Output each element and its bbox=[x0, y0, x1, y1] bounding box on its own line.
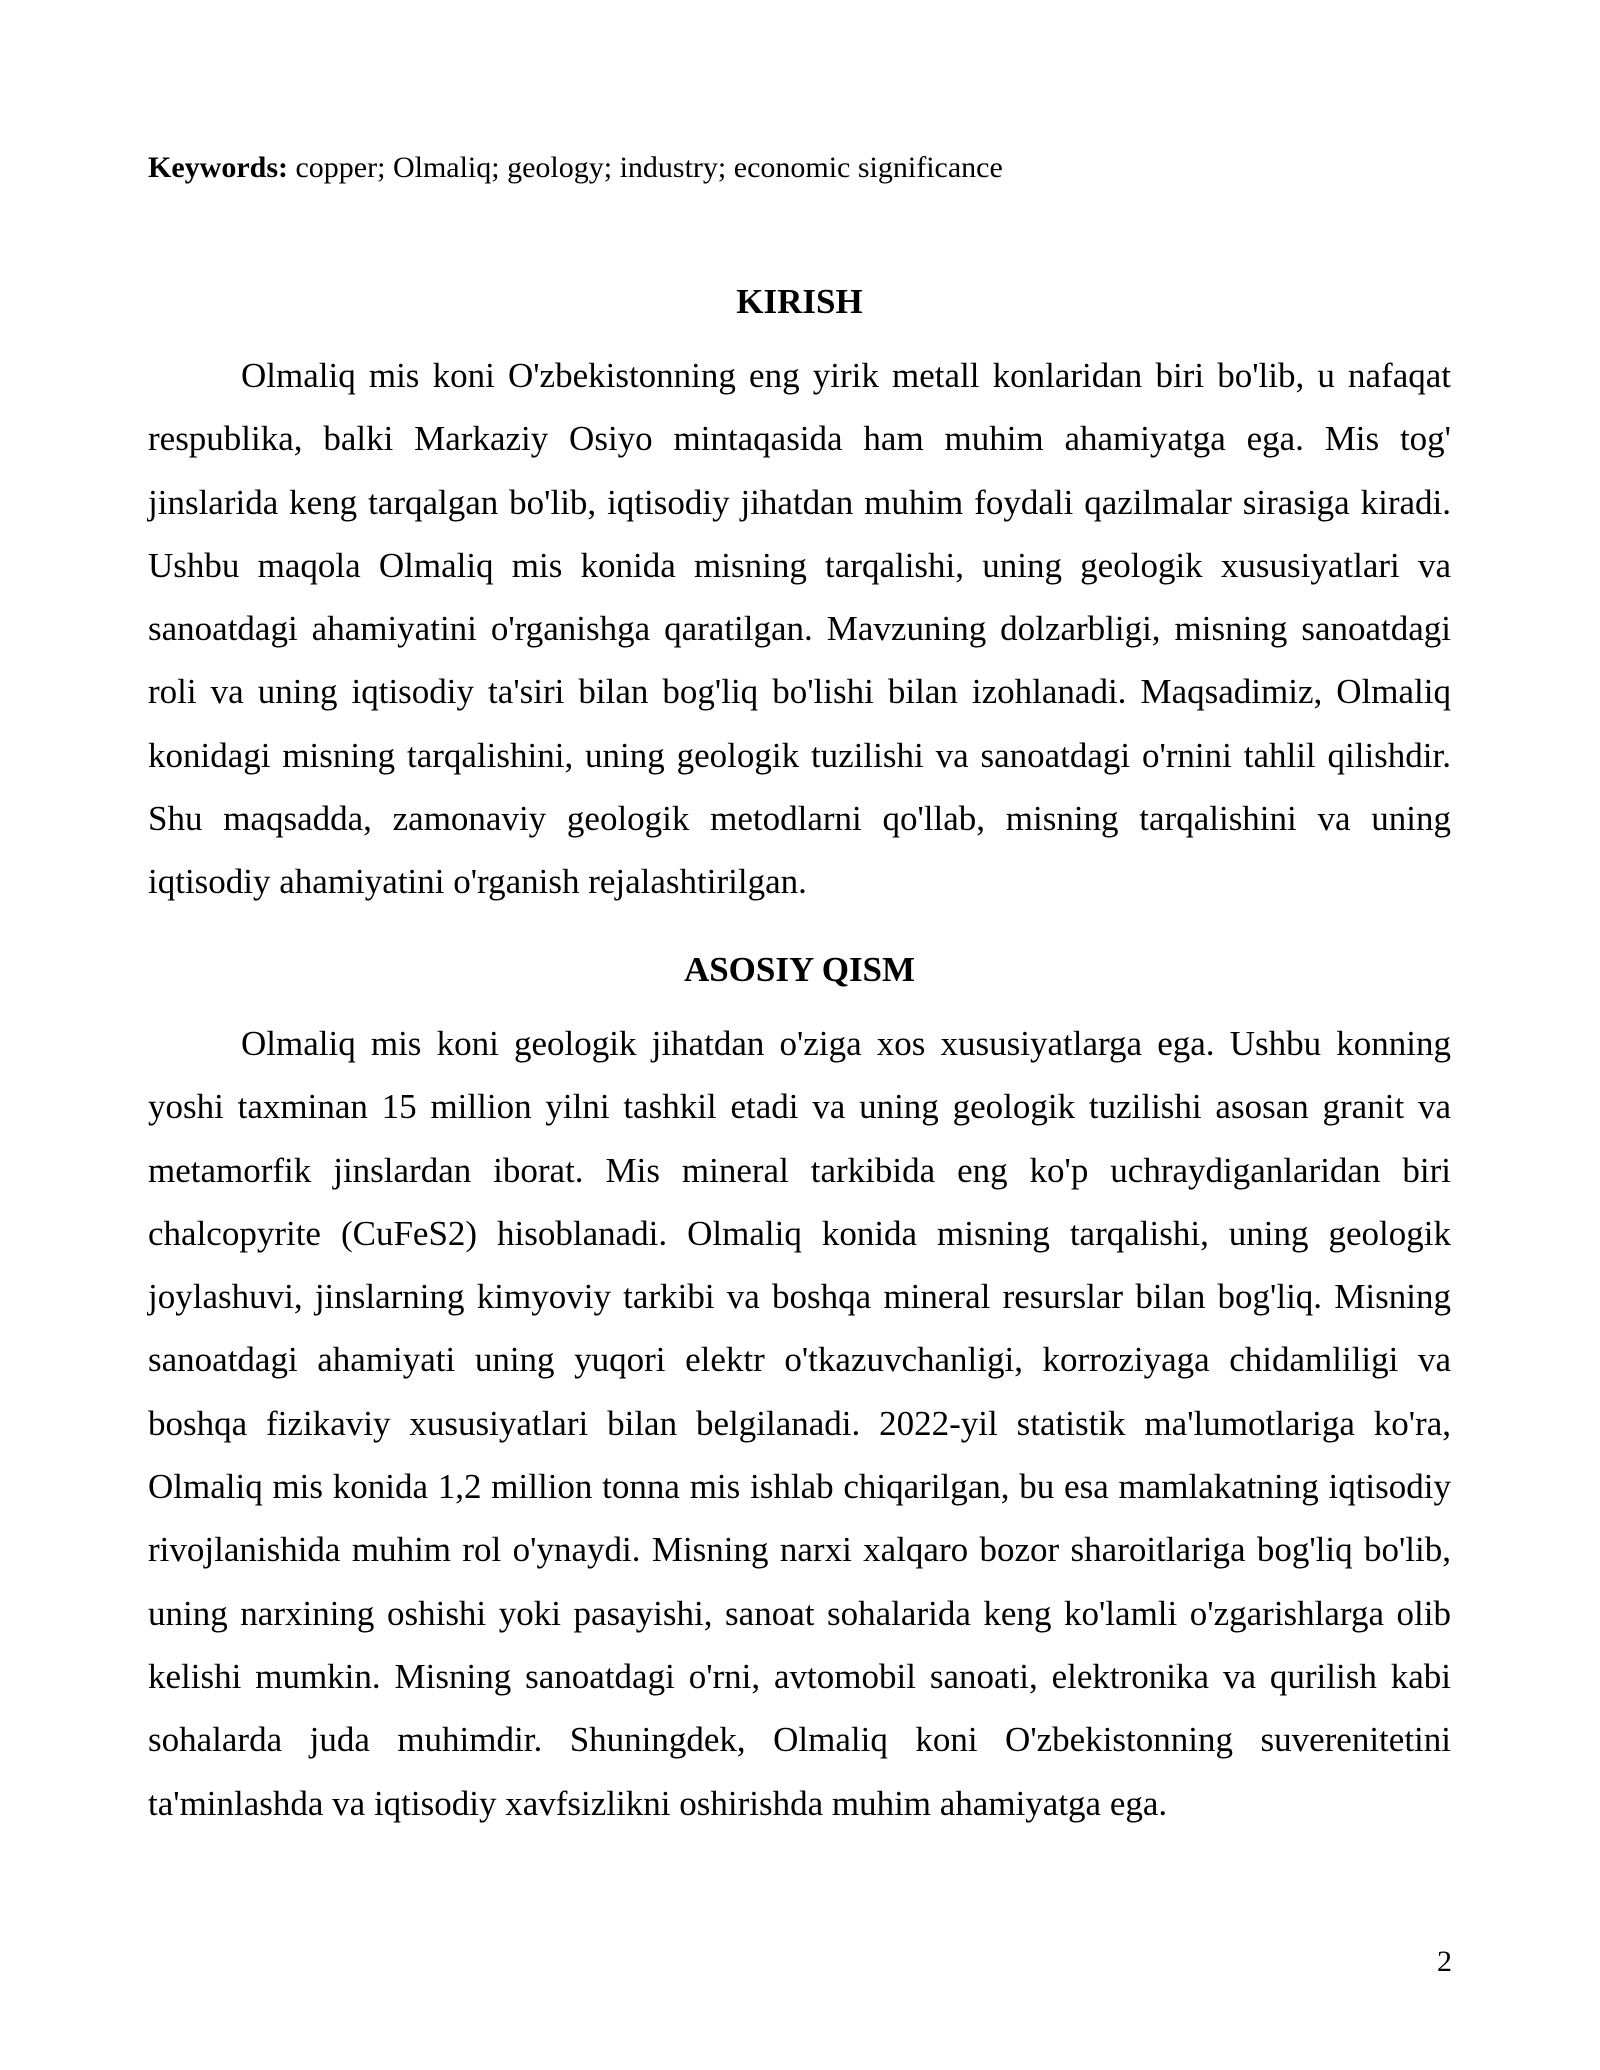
keywords-label: Keywords: bbox=[148, 151, 288, 184]
keywords-text: copper; Olmaliq; geology; industry; economic significance bbox=[287, 151, 1003, 184]
main-paragraph: Olmaliq mis koni geologik jihatdan o'ziga xos xususiyatlarga ega. Ushbu konning yoshi taxminan 15 million yilni tashkil etadi va uning geologik tuzilishi asosan granit va metamorfik jinslardan iborat. Mis mineral tarkibida eng ko'p uchraydiganlaridan biri chalcopyrite (CuFeS2) hisoblanadi. Olmaliq konida misning tarqalishi, uning geologik joylashuvi, jinslarning kimyoviy tarkibi va boshqa mineral resurslar bilan bog'liq. Misning sanoatdagi ahamiyati uning yuqori elektr o'tkazuvchanligi, korroziyaga chidamliligi va boshqa fizikaviy xususiyatlari bilan belgilanadi. 2022-yil statistik ma'lumotlariga ko'ra, Olmaliq mis konida 1,2 million tonna mis ishlab chiqarilgan, bu esa mamlakatning iqtisodiy rivojlanishida muhim rol o'ynaydi. Misning narxi xalqaro bozor sharoitlariga bog'liq bo'lib, uning narxining oshishi yoki pasayishi, sanoat sohalarida keng ko'lamli o'zgarishlarga olib kelishi mumkin. Misning sanoatdagi o'rni, avtomobil sanoati, elektronika va qurilish kabi sohalarda juda muhimdir. Shuningdek, Olmaliq koni O'zbekistonning suverenitetini ta'minlashda va iqtisodiy xavfsizlikni oshirishda muhim ahamiyatga ega. bbox=[148, 1024, 1451, 1823]
intro-paragraph: Olmaliq mis koni O'zbekistonning eng yirik metall konlaridan biri bo'lib, u nafaqat respublika, balki Markaziy Osiyo mintaqasida ham muhim ahamiyatga ega. Mis tog' jinslarida keng tarqalgan bo'lib, iqtisodiy jihatdan muhim foydali qazilmalar sirasiga kiradi. Ushbu maqola Olmaliq mis konida misning tarqalishi, uning geologik xususiyatlari va sanoatdagi ahamiyatini o'rganishga qaratilgan. Mavzuning dolzarbligi, misning sanoatdagi roli va uning iqtisodiy ta'siri bilan bog'liq bo'lishi bilan izohlanadi. Maqsadimiz, Olmaliq konidagi misning tarqalishini, uning geologik tuzilishi va sanoatdagi o'rnini tahlil qilishdir. Shu maqsadda, zamonaviy geologik metodlarni qo'llab, misning tarqalishini va uning iqtisodiy ahamiyatini o'rganish rejalashtirilgan. bbox=[148, 356, 1451, 902]
section-heading-intro: KIRISH bbox=[736, 282, 863, 321]
page-number: 2 bbox=[1437, 1945, 1452, 1978]
section-heading-main: ASOSIY QISM bbox=[683, 950, 916, 989]
keywords-line bbox=[148, 148, 1448, 188]
